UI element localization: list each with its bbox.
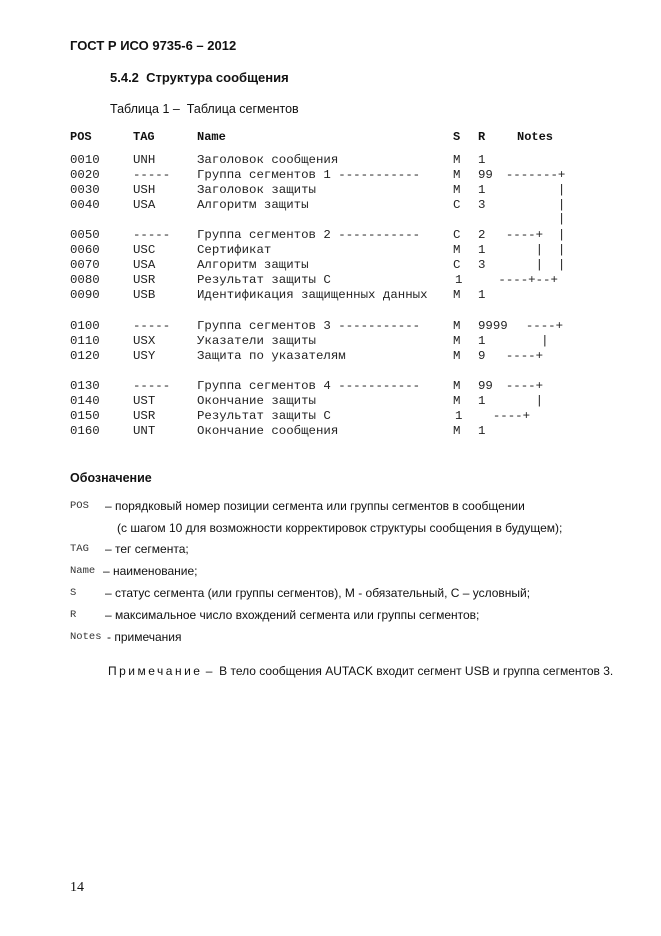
- row-tree: ----+: [478, 409, 531, 423]
- row-tree: ----+: [491, 349, 544, 363]
- note-label: Примечание: [108, 664, 203, 678]
- header-notes: Notes: [517, 130, 554, 144]
- row-name: Окончание защиты: [197, 394, 316, 408]
- note-text: – В тело сообщения AUTACK входит сегмент USB и группа сегментов 3.: [202, 664, 614, 678]
- row-tag: -----: [133, 379, 171, 393]
- row-name: Защита по указателям: [197, 349, 346, 363]
- row-name: Алгоритм защиты: [197, 198, 309, 212]
- row-name: Заголовок сообщения: [197, 153, 339, 167]
- row-tree: |: [491, 212, 566, 226]
- row-status: 1: [455, 273, 463, 287]
- row-pos: 0080: [70, 273, 100, 287]
- row-tree: |: [491, 394, 544, 408]
- row-name: Заголовок защиты: [197, 183, 316, 197]
- row-pos: 0090: [70, 288, 100, 302]
- row-tag: USA: [133, 198, 156, 212]
- row-repeat: 1: [478, 243, 486, 257]
- row-pos: 0040: [70, 198, 100, 212]
- row-pos: 0140: [70, 394, 100, 408]
- row-name: Группа сегментов 4 -----------: [197, 379, 421, 393]
- legend-definition: – порядковый номер позиции сегмента или группы сегментов в сообщении: [105, 499, 525, 513]
- row-repeat: 3: [478, 198, 486, 212]
- row-name: Группа сегментов 3 -----------: [197, 319, 421, 333]
- row-tree: | |: [491, 243, 566, 257]
- row-pos: 0050: [70, 228, 100, 242]
- row-repeat: 1: [478, 394, 486, 408]
- legend-definition: – статус сегмента (или группы сегментов), М - обязательный, С – условный;: [105, 586, 531, 600]
- row-tree: -------+: [491, 168, 566, 182]
- row-tree: |: [491, 198, 566, 212]
- legend-title: Обозначение: [70, 471, 152, 485]
- row-repeat: 99: [478, 168, 493, 182]
- row-repeat: 3: [478, 258, 486, 272]
- row-tag: -----: [133, 168, 171, 182]
- legend-definition: – максимальное число вхождений сегмента или группы сегментов;: [105, 608, 480, 622]
- row-pos: 0110: [70, 334, 100, 348]
- row-pos: 0120: [70, 349, 100, 363]
- row-tag: UNH: [133, 153, 156, 167]
- row-repeat: 9: [478, 349, 486, 363]
- row-status: C: [453, 198, 461, 212]
- row-name: Группа сегментов 2 -----------: [197, 228, 421, 242]
- row-tree: |: [491, 183, 566, 197]
- row-repeat: 1: [478, 334, 486, 348]
- row-tag: UST: [133, 394, 156, 408]
- row-tag: USH: [133, 183, 156, 197]
- row-repeat: 1: [478, 288, 486, 302]
- header-r: R: [478, 130, 486, 144]
- row-tag: USB: [133, 288, 156, 302]
- legend-abbr: Name: [70, 565, 96, 577]
- row-name: Сертификат: [197, 243, 272, 257]
- row-repeat: 99: [478, 379, 493, 393]
- row-tag: USR: [133, 273, 156, 287]
- row-tag: -----: [133, 319, 171, 333]
- row-pos: 0060: [70, 243, 100, 257]
- row-pos: 0010: [70, 153, 100, 167]
- row-status: M: [453, 183, 461, 197]
- row-tag: USA: [133, 258, 156, 272]
- legend-abbr: Notes: [70, 631, 102, 643]
- row-tree: ----+--+: [491, 273, 558, 287]
- row-name: Идентификация защищенных данных: [197, 288, 428, 302]
- row-pos: 0150: [70, 409, 100, 423]
- row-pos: 0020: [70, 168, 100, 182]
- row-status: M: [453, 288, 461, 302]
- row-tree: | |: [491, 258, 566, 272]
- row-status: M: [453, 424, 461, 438]
- document-header: ГОСТ Р ИСО 9735-6 – 2012: [70, 38, 237, 53]
- row-tag: USY: [133, 349, 156, 363]
- table-caption: Таблица 1 – Таблица сегментов: [110, 102, 299, 116]
- row-tag: USX: [133, 334, 156, 348]
- header-tag: TAG: [133, 130, 155, 144]
- row-tree: ----+: [511, 319, 564, 333]
- row-repeat: 1: [478, 424, 486, 438]
- header-s: S: [453, 130, 461, 144]
- legend-abbr: S: [70, 587, 77, 599]
- row-status: M: [453, 349, 461, 363]
- legend-definition: (с шагом 10 для возможности корректировок структуры сообщения в будущем);: [117, 521, 563, 535]
- row-name: Результат защиты С: [197, 273, 331, 287]
- legend-definition: – наименование;: [103, 564, 198, 578]
- row-name: Алгоритм защиты: [197, 258, 309, 272]
- row-status: M: [453, 168, 461, 182]
- row-status: M: [453, 379, 461, 393]
- row-status: C: [453, 228, 461, 242]
- section-title: 5.4.2 Структура сообщения: [110, 70, 289, 85]
- row-repeat: 2: [478, 228, 486, 242]
- legend-definition: - примечания: [107, 630, 182, 644]
- row-tag: USC: [133, 243, 156, 257]
- row-repeat: 1: [478, 153, 486, 167]
- legend-definition: – тег сегмента;: [105, 542, 189, 556]
- row-tree: ----+ |: [491, 228, 566, 242]
- row-name: Окончание сообщения: [197, 424, 339, 438]
- legend-abbr: R: [70, 609, 77, 621]
- row-status: M: [453, 153, 461, 167]
- row-status: C: [453, 258, 461, 272]
- row-tree: |: [504, 334, 549, 348]
- row-tag: USR: [133, 409, 156, 423]
- row-status: M: [453, 394, 461, 408]
- row-pos: 0160: [70, 424, 100, 438]
- row-name: Указатели защиты: [197, 334, 316, 348]
- row-pos: 0070: [70, 258, 100, 272]
- row-status: M: [453, 243, 461, 257]
- row-pos: 0030: [70, 183, 100, 197]
- row-pos: 0100: [70, 319, 100, 333]
- legend-abbr: TAG: [70, 543, 89, 555]
- row-tree: ----+: [491, 379, 544, 393]
- row-tag: UNT: [133, 424, 156, 438]
- row-name: Результат защиты С: [197, 409, 331, 423]
- row-status: M: [453, 319, 461, 333]
- header-pos: POS: [70, 130, 92, 144]
- footnote: [108, 664, 613, 678]
- row-tag: -----: [133, 228, 171, 242]
- header-name: Name: [197, 130, 226, 144]
- row-status: 1: [455, 409, 463, 423]
- row-pos: 0130: [70, 379, 100, 393]
- row-name: Группа сегментов 1 -----------: [197, 168, 421, 182]
- row-status: M: [453, 334, 461, 348]
- page-number: 14: [70, 880, 84, 895]
- legend-abbr: POS: [70, 500, 89, 512]
- row-repeat: 9999: [478, 319, 508, 333]
- row-repeat: 1: [478, 183, 486, 197]
